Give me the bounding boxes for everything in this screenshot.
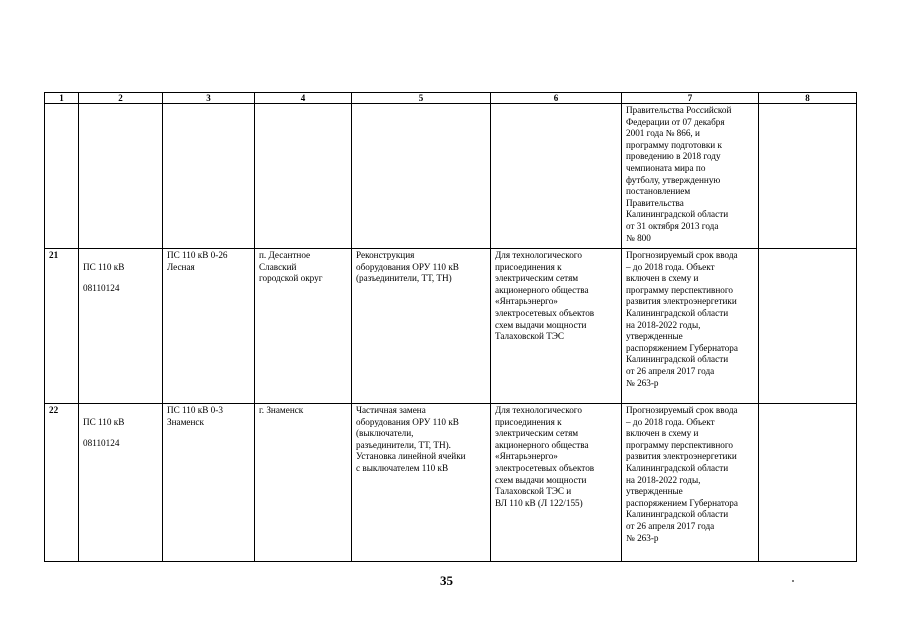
location-cell: п. Десантное Славский городской округ	[255, 249, 352, 404]
object-cell	[79, 249, 163, 404]
header-cell-6: 6	[491, 93, 622, 104]
header-cell-4: 4	[255, 93, 352, 104]
empty-cell	[352, 104, 491, 249]
header-cell-8: 8	[759, 93, 857, 104]
empty-cell	[163, 104, 255, 249]
purpose-cell: Для технологического присоединения к электрическим сетям акционерного общества «Янтарьэнерго» электросетевых объектов схем выдачи мощности Талаховской ТЭС и ВЛ 110 кВ (Л 122/155)	[491, 404, 622, 562]
row-number: 22	[45, 404, 79, 562]
table-row	[45, 404, 857, 562]
projects-table	[44, 92, 857, 562]
basis-cell: Прогнозируемый срок ввода – до 2018 года. Объект включен в схему и программу перспективного развития электроэнергетики Калининградской области на 2018-2022 годы, утвержденные распоряжением Губернатора Калининградской области от 26 апреля 2017 года № 263-р	[622, 249, 759, 404]
empty-cell	[45, 104, 79, 249]
empty-cell	[79, 104, 163, 249]
object-code: 08110124	[83, 283, 120, 294]
scan-speck	[792, 580, 794, 582]
purpose-cell: Для технологического присоединения к электрическим сетям акционерного общества «Янтарьэнерго» электросетевых объектов схем выдачи мощности Талаховской ТЭС	[491, 249, 622, 404]
page-number: 35	[440, 573, 453, 588]
continuation-row	[45, 104, 857, 249]
header-cell-3: 3	[163, 93, 255, 104]
basis-cell: Прогнозируемый срок ввода – до 2018 года. Объект включен в схему и программу перспективного развития электроэнергетики Калининградской области на 2018-2022 годы, утвержденные распоряжением Губернатора Калининградской области от 26 апреля 2017 года № 263-р	[622, 404, 759, 562]
header-cell-2: 2	[79, 93, 163, 104]
header-cell-1: 1	[45, 93, 79, 104]
location-cell: г. Знаменск	[255, 404, 352, 562]
table-row	[45, 249, 857, 404]
note-cell	[759, 249, 857, 404]
header-cell-5: 5	[352, 93, 491, 104]
empty-cell	[255, 104, 352, 249]
row-number: 21	[45, 249, 79, 404]
substation-cell: ПС 110 кВ 0-26 Лесная	[163, 249, 255, 404]
empty-cell	[759, 104, 857, 249]
empty-cell	[491, 104, 622, 249]
note-cell	[759, 404, 857, 562]
work-cell: Частичная замена оборудования ОРУ 110 кВ (выключатели, разъединители, ТТ, ТН). Установка линейной ячейки с выключателем 110 кВ	[352, 404, 491, 562]
object-name: ПС 110 кВ	[83, 416, 125, 427]
object-name: ПС 110 кВ	[83, 261, 125, 272]
basis-continuation-cell: Правительства Российской Федерации от 07 декабря 2001 года № 866, и программу подготовки к проведению в 2018 году чемпионата мира по футболу, утвержденную постановлением Правительства Калининградской области от 31 октября 2013 года № 800	[622, 104, 759, 249]
object-code: 08110124	[83, 438, 120, 449]
header-row	[45, 93, 857, 104]
work-cell: Реконструкция оборудования ОРУ 110 кВ (разъединители, ТТ, ТН)	[352, 249, 491, 404]
header-cell-7: 7	[622, 93, 759, 104]
substation-cell: ПС 110 кВ 0-3 Знаменск	[163, 404, 255, 562]
object-cell	[79, 404, 163, 562]
